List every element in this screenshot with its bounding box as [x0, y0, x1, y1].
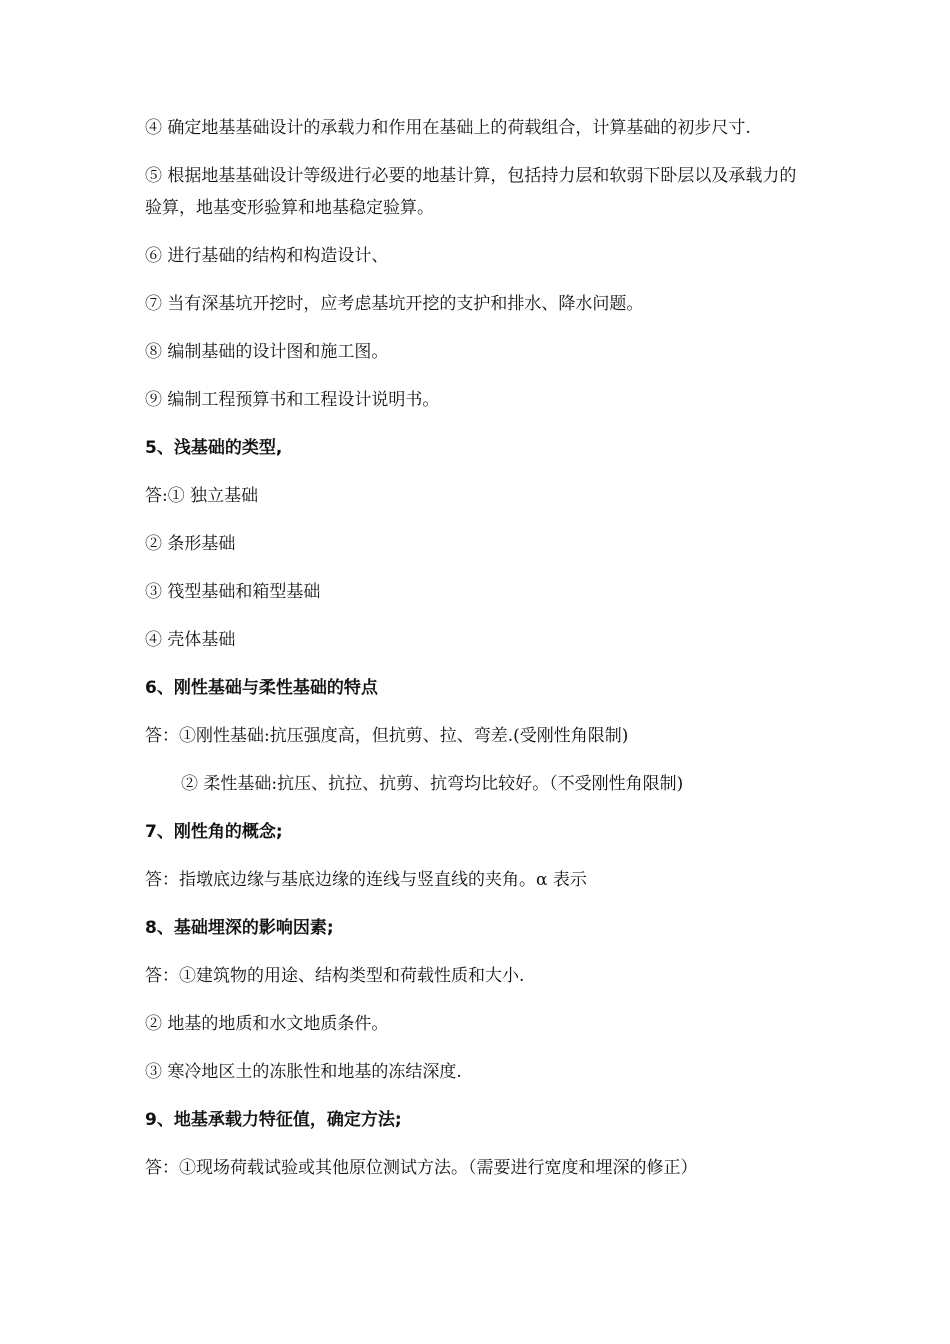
question-heading-9: 9、地基承载力特征值，确定方法; — [145, 1110, 402, 1130]
question-heading-5: 5、浅基础的类型, — [145, 438, 283, 458]
answer-line: ③ 筏型基础和箱型基础 — [145, 582, 321, 602]
answer-line: 答：①现场荷载试验或其他原位测试方法。（需要进行宽度和埋深的修正） — [145, 1158, 698, 1178]
paragraph-step-6: ⑥ 进行基础的结构和构造设计、 — [145, 246, 389, 266]
answer-line: 答：①建筑物的用途、结构类型和荷载性质和大小. — [145, 966, 525, 986]
answer-line: 答：①刚性基础:抗压强度高，但抗剪、拉、弯差.(受刚性角限制) — [145, 726, 629, 746]
question-heading-7: 7、刚性角的概念; — [145, 822, 283, 842]
paragraph-step-4: ④ 确定地基基础设计的承载力和作用在基础上的荷载组合，计算基础的初步尺寸. — [145, 118, 751, 138]
paragraph-step-5: ⑤ 根据地基基础设计等级进行必要的地基计算，包括持力层和软弱下卧层以及承载力的验算，地基变形验算和地基稳定验算。 — [145, 166, 797, 218]
paragraph-step-7: ⑦ 当有深基坑开挖时，应考虑基坑开挖的支护和排水、降水问题。 — [145, 294, 644, 314]
answer-line: ② 条形基础 — [145, 534, 236, 554]
answer-line: ③ 寒冷地区土的冻胀性和地基的冻结深度. — [145, 1062, 462, 1082]
document-page — [145, 112, 805, 1200]
answer-line: ② 地基的地质和水文地质条件。 — [145, 1014, 389, 1034]
question-heading-6: 6、刚性基础与柔性基础的特点 — [145, 678, 378, 698]
answer-line: ④ 壳体基础 — [145, 630, 236, 650]
answer-line-indented: ② 柔性基础:抗压、抗拉、抗剪、抗弯均比较好。（不受刚性角限制) — [181, 774, 684, 794]
question-heading-8: 8、基础埋深的影响因素; — [145, 918, 334, 938]
paragraph-step-8: ⑧ 编制基础的设计图和施工图。 — [145, 342, 389, 362]
answer-line: 答:① 独立基础 — [145, 486, 259, 506]
answer-line: 答：指墩底边缘与基底边缘的连线与竖直线的夹角。α 表示 — [145, 870, 587, 890]
paragraph-step-9: ⑨ 编制工程预算书和工程设计说明书。 — [145, 390, 440, 410]
